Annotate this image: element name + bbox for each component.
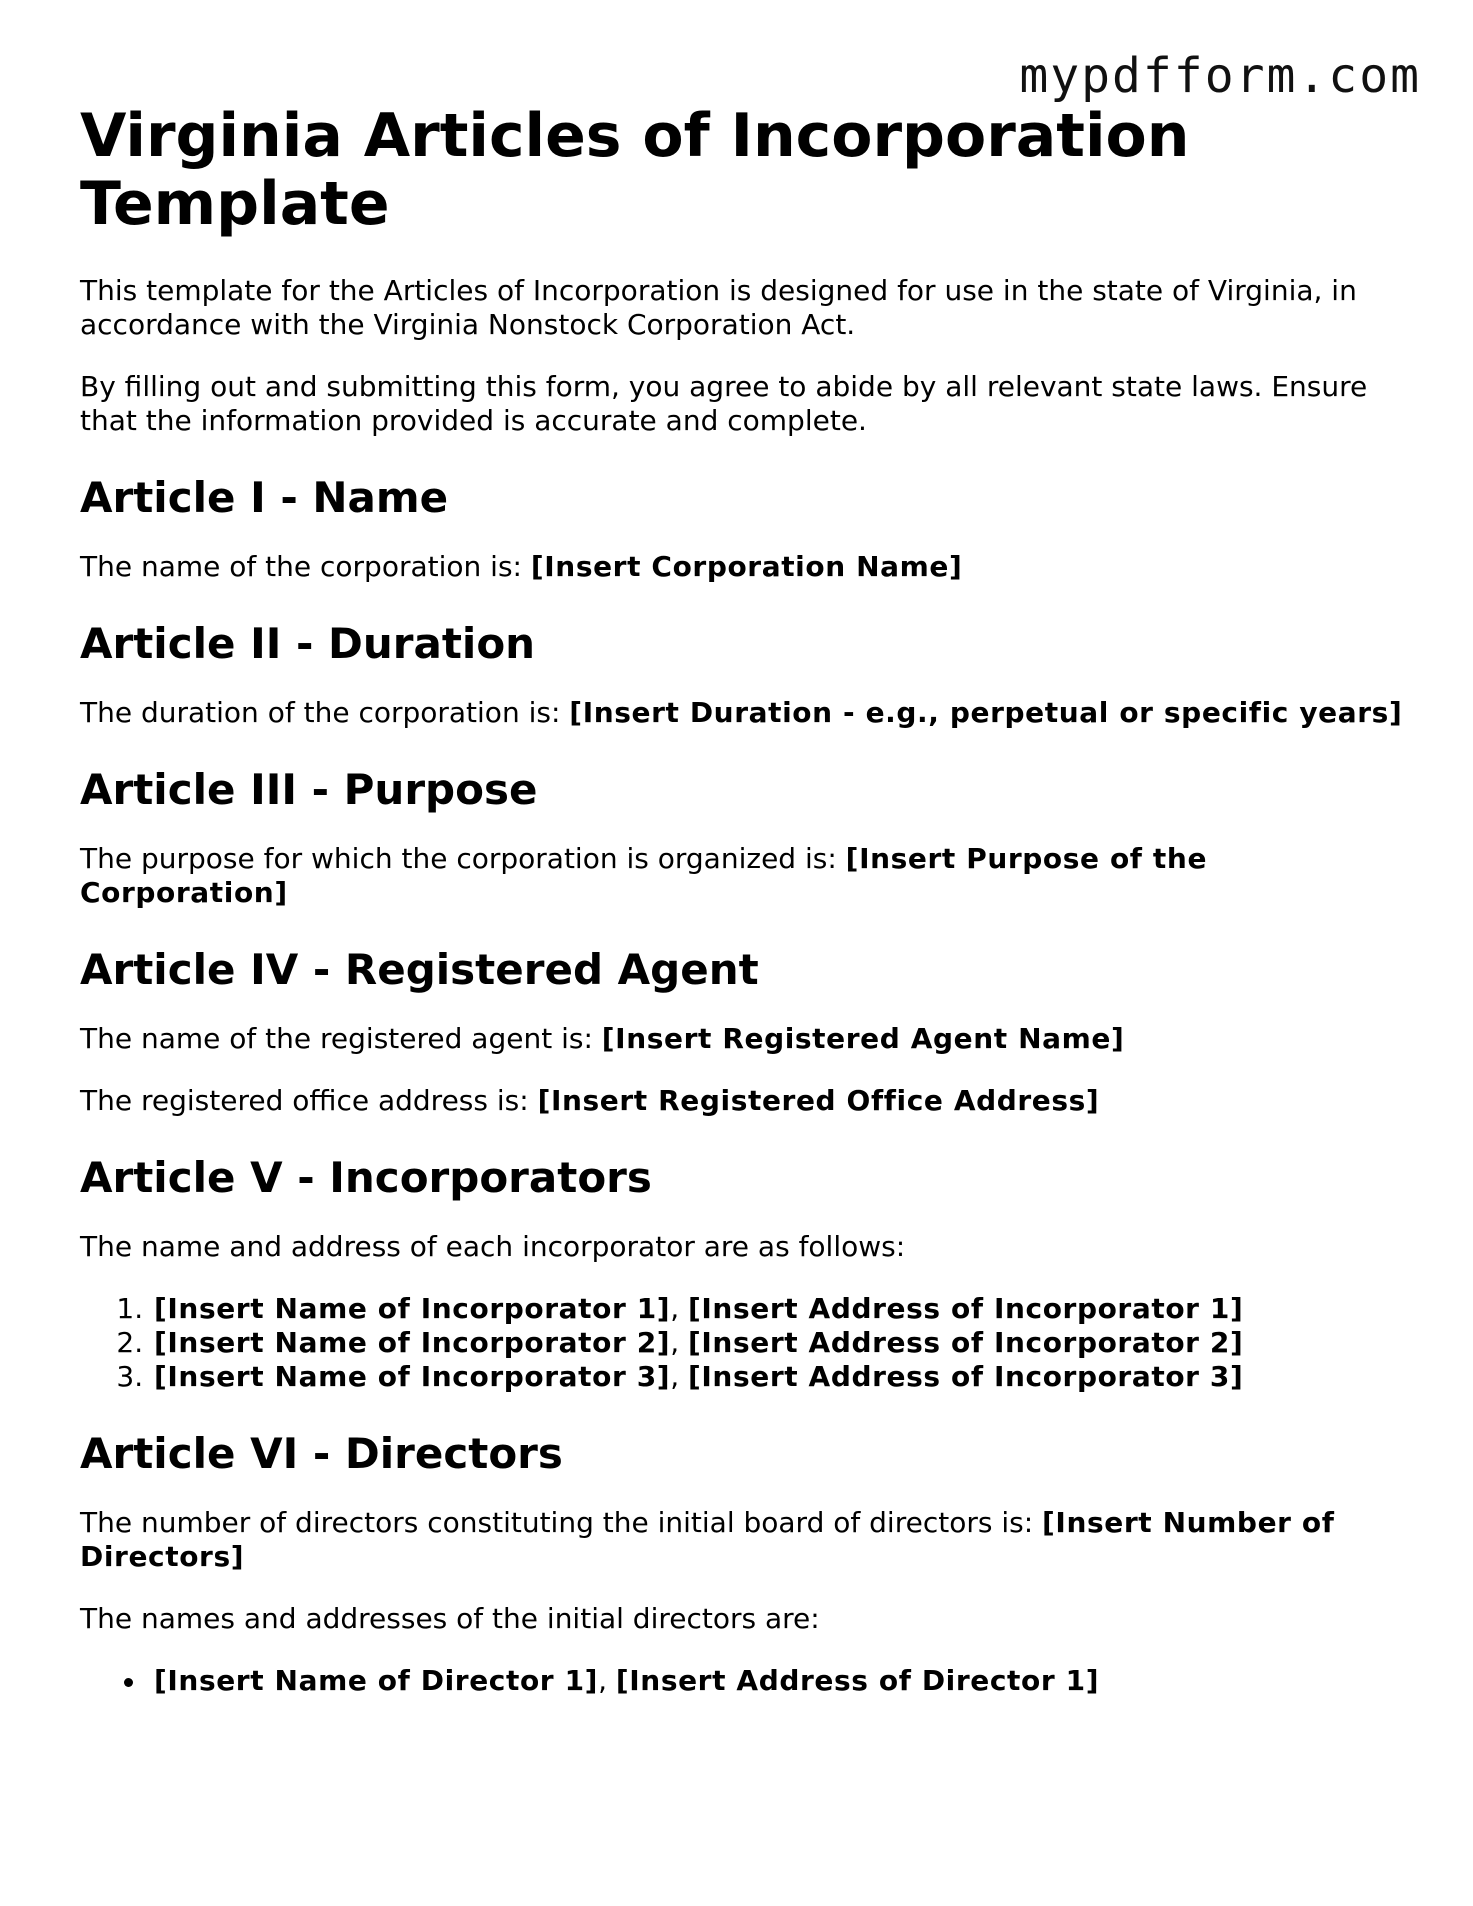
- article-1-heading: Article I - Name: [80, 473, 449, 522]
- intro-paragraph-2: By filling out and submitting this form, you agree to abide by all relevant state laws. Ensure that the information provided is accurate and complete.: [80, 370, 1368, 437]
- separator: ,: [670, 1326, 689, 1359]
- article-2-label: The duration of the corporation is:: [80, 696, 570, 729]
- bullet-icon: [124, 1678, 133, 1687]
- incorporator-address: [Insert Address of Incorporator 1]: [688, 1292, 1244, 1325]
- separator: ,: [670, 1292, 689, 1325]
- agent-name-label: The name of the registered agent is:: [80, 1022, 602, 1055]
- article-1-label: The name of the corporation is:: [80, 550, 531, 583]
- incorporator-address: [Insert Address of Incorporator 3]: [688, 1360, 1244, 1393]
- incorporator-list: [80, 1292, 1410, 1394]
- corporation-name-placeholder: [Insert Corporation Name]: [530, 550, 963, 583]
- director-list: [80, 1664, 1410, 1698]
- article-3-text: [80, 842, 1410, 910]
- duration-placeholder: [Insert Duration - e.g., perpetual or specific years]: [569, 696, 1403, 729]
- site-watermark: mypdfform.com: [1019, 48, 1421, 104]
- incorporator-address: [Insert Address of Incorporator 2]: [688, 1326, 1244, 1359]
- agent-address-label: The registered office address is:: [80, 1084, 538, 1117]
- incorporator-name: [Insert Name of Incorporator 2]: [154, 1326, 671, 1359]
- article-1-text: [80, 550, 1410, 584]
- separator: ,: [598, 1664, 616, 1697]
- intro-paragraph-1: This template for the Articles of Incorporation is designed for use in the state of Virginia, in accordance with the Virginia Nonstock Corporation Act.: [80, 274, 1357, 341]
- article-6-heading: Article VI - Directors: [80, 1429, 563, 1478]
- agent-name-placeholder: [Insert Registered Agent Name]: [601, 1022, 1125, 1055]
- article-5-heading: Article V - Incorporators: [80, 1153, 652, 1202]
- page-title: Virginia Articles of Incorporation Template: [80, 101, 1190, 239]
- article-2-text: [80, 696, 1410, 730]
- list-item: [152, 1326, 1410, 1360]
- article-3-label: The purpose for which the corporation is organized is:: [80, 842, 846, 875]
- directors-list-intro: The names and addresses of the initial directors are:: [80, 1602, 820, 1635]
- article-3-heading: Article III - Purpose: [80, 765, 538, 814]
- list-item: [152, 1664, 1410, 1698]
- incorporators-intro: The name and address of each incorporator are as follows:: [80, 1230, 906, 1263]
- incorporator-name: [Insert Name of Incorporator 3]: [154, 1360, 671, 1393]
- article-2-heading: Article II - Duration: [80, 619, 536, 668]
- directors-number-text: [80, 1506, 1410, 1574]
- director-address: [Insert Address of Director 1]: [615, 1664, 1100, 1697]
- separator: ,: [670, 1360, 689, 1393]
- document-page: [80, 102, 1410, 1732]
- article-4-heading: Article IV - Registered Agent: [80, 945, 759, 994]
- list-item: [152, 1292, 1410, 1326]
- director-name: [Insert Name of Director 1]: [154, 1664, 599, 1697]
- list-item: [152, 1360, 1410, 1394]
- directors-number-label: The number of directors constituting the initial board of directors is:: [80, 1506, 1043, 1539]
- incorporator-name: [Insert Name of Incorporator 1]: [154, 1292, 671, 1325]
- agent-address-text: [80, 1084, 1410, 1118]
- agent-name-text: [80, 1022, 1410, 1056]
- agent-address-placeholder: [Insert Registered Office Address]: [537, 1084, 1100, 1117]
- purpose-placeholder: [Insert Purpose of the Corporation]: [80, 842, 1208, 909]
- directors-number-placeholder: [Insert Number of Directors]: [80, 1506, 1335, 1573]
